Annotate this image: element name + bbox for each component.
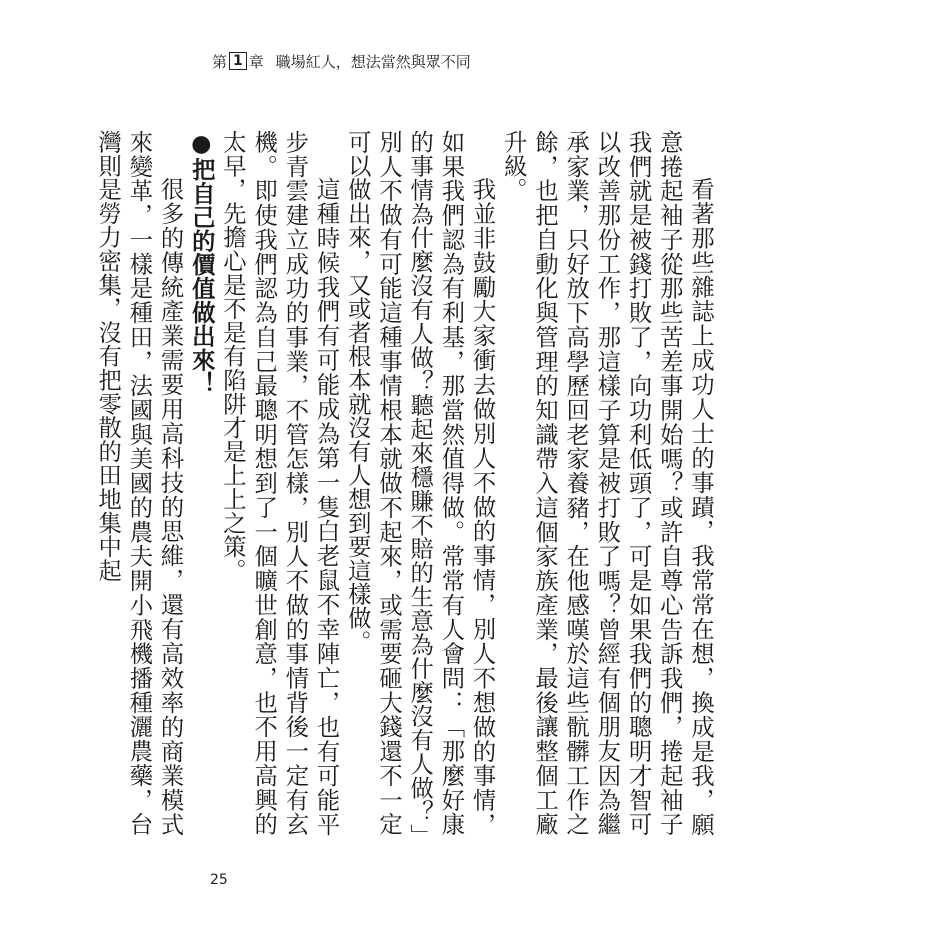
- page-number: 25: [210, 872, 228, 888]
- section-heading-text: 把自己的價值做出來！: [187, 157, 215, 396]
- chapter-prefix: 第: [212, 52, 228, 71]
- chapter-title: 職場紅人，想法當然與眾不同: [275, 52, 471, 71]
- paragraph: 我並非鼓勵大家衝去做別人不做的事情，別人不想做的事情，如果我們認為有利基，那當然值得做。常常有人會問：「那麼好康的事情為什麼沒有人做？聽起來穩賺不賠的生意為什麼沒有人做？」別人不做有可能這種事情根本就做不起來，或需要砸大錢還不一定可以做出來，又或者根本就沒有人想到要這樣做。: [343, 130, 496, 836]
- chapter-number-box: 1: [229, 52, 247, 70]
- section-heading: [186, 130, 217, 836]
- chapter-suffix: 章: [248, 52, 264, 71]
- running-header: [212, 50, 471, 72]
- page-body: [92, 130, 716, 836]
- paragraph: 很多的傳統產業需要用高科技的思維，還有高效率的商業模式來變革，一樣是種田，法國與美國的農夫開小飛機播種灑農藥，台灣則是勞力密集，沒有把零散的田地集中起: [94, 130, 184, 836]
- paragraph: 這種時候我們有可能成為第一隻白老鼠不幸陣亡，也有可能平步青雲建立成功的事業，不管怎樣，別人不做的事情背後一定有玄機。即使我們認為自己最聰明想到了一個曠世創意，也不用高興的太早，先擔心是不是有陷阱才是上上之策。: [218, 130, 340, 836]
- bullet-icon: ●: [187, 130, 215, 158]
- paragraph: 看著那些雜誌上成功人士的事蹟，我常常在想，換成是我，願意捲起袖子從那些苦差事開始嗎？或許自尊心告訴我們，捲起袖子我們就是被錢打敗了，向功利低頭了，可是如果我們的聰明才智可以改善那份工作，那這樣子算是被打敗了嗎？曾經有個朋友因為繼承家業，只好放下高學歷回老家養豬，在他感嘆於這些骯髒工作之餘，也把自動化與管理的知識帶入這個家族產業，最後讓整個工廠升級。: [499, 130, 714, 836]
